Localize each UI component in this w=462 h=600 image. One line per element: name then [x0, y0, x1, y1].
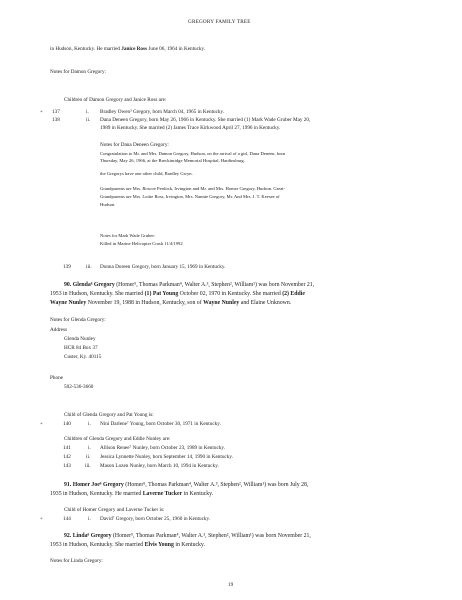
child-entry: Allison Renee⁷ Nunley, born October 23, 1989 in Kentucky. [100, 445, 225, 451]
child-roman: iii. [85, 463, 91, 469]
child-id: 141 [63, 445, 71, 451]
note-text: Grandparents are Mrs. Lottie Ross, Irvington, Mrs. Nannie Gregory, Mr. And Mrs. J. T. Keesee of [100, 194, 280, 199]
child-roman: i. [86, 109, 89, 115]
child-entry: Bradley Owen³ Gregory, born March 04, 1965 in Kentucky. [100, 109, 225, 115]
child-roman: i. [88, 516, 91, 522]
person-entry-homer-cont: 1935 in Hudson, Kentucky. He married Laverne Tucker in Kentucky. [50, 491, 214, 497]
child-id: 144 [63, 516, 71, 522]
children-heading-damon: Children of Damon Gregory and Janice Ross are: [64, 97, 167, 103]
child-id: 138 [52, 117, 60, 123]
address-line: Custer, Ky. 40115 [64, 354, 102, 360]
child-entry: Dana Deneen Gregory, born May 26, 1966 in Kentucky. She married (1) Mark Wade Gruber May 20, [100, 117, 311, 123]
notes-heading-dana: Notes for Dana Deneen Gregory: [100, 142, 169, 148]
phone-number: 502-536-3660 [64, 384, 94, 390]
person-entry-glenda-cont: 1953 in Hudson, Kentucky. She married (1) Pat Young October 02, 1970 in Kentucky. She married (2) Eddie [50, 291, 305, 297]
notes-heading-linda: Notes for Linda Gregory: [50, 558, 103, 564]
notes-heading-mark: Notes for Mark Wade Gruber: [100, 233, 156, 238]
descendant-marker: + [40, 421, 43, 427]
child-roman: ii. [86, 454, 91, 460]
person-entry-glenda-cont: Wayne Nunley November 19, 1988 in Hudson, Kentucky, son of Wayne Nunley and Elaine Unknown. [50, 300, 292, 306]
children-heading-glenda-pat: Child of Glenda Gregory and Pat Young is: [64, 412, 154, 418]
child-roman: i. [88, 445, 91, 451]
person-entry-linda-cont: 1953 in Hudson, Kentucky. She married Elvis Young in Kentucky. [50, 542, 205, 548]
intro-line: in Hudson, Kentucky. He married Janice Ross June 06, 1964 in Kentucky. [50, 46, 206, 52]
descendant-marker: + [40, 109, 43, 115]
note-text: Congratulation to Mr. and Mrs. Damon Gregory, Hudson, on the arrival of a girl, Dana Deneen, born [100, 151, 286, 156]
child-roman: i. [88, 421, 91, 427]
note-text: the Gregorys have one other child, Bradley Gwyn. [100, 171, 193, 176]
note-text: Killed in Marine Helicopter Crash 11/4/1992 [100, 241, 183, 246]
child-entry-cont: 1989 in Kentucky. She married (2) James Trace Kirkwood April 27, 1996 in Kentucky. [100, 125, 281, 131]
child-entry: Jessica Lynnette Nunley, born September 14, 1990 in Kentucky. [100, 454, 233, 460]
address-line: HCR 84 Box 37 [64, 345, 98, 351]
address-label: Address [50, 327, 68, 333]
child-entry: Nini Darlene⁷ Young, born October 30, 1971 in Kentucky. [100, 421, 221, 427]
child-id: 139 [63, 264, 71, 270]
note-text: Thursday, May 26, 1966, at the Breckinridge Memorial Hospital, Hardinsburg. [100, 158, 245, 163]
person-entry-homer: 91. Homer Joe⁶ Gregory (Homer⁵, Thomas Parkman⁴, Walter A.³, Stephen², William¹) was born July 28, [64, 482, 309, 488]
note-text: Grandparents are Mrs. Roscoe Perdock, Irvington and Mr. and Mrs. Homer Gregory, Hudson. Great- [100, 186, 286, 191]
child-id: 142 [63, 454, 71, 460]
child-roman: iii. [86, 264, 92, 270]
phone-label: Phone [50, 375, 63, 381]
children-heading-homer: Child of Homer Gregory and Laverne Tucker is: [64, 507, 165, 513]
page-title: GREGORY FAMILY TREE [188, 19, 251, 25]
person-entry-glenda: 90. Glenda⁶ Gregory (Homer⁵, Thomas Parkman⁴, Walter A.³, Stephen², William¹) was born November 21, [64, 282, 315, 288]
child-id: 137 [52, 109, 60, 115]
address-line: Glenda Nunley [64, 336, 96, 342]
person-entry-linda: 92. Linda⁶ Gregory (Homer⁵, Thomas Parkman⁴, Walter A.³, Stephen², William¹) was born November 21, [64, 533, 311, 539]
note-text: Hudson. [100, 202, 116, 207]
children-heading-glenda-eddie: Children of Glenda Gregory and Eddie Nunley are: [64, 436, 171, 442]
child-entry: David⁷ Gregory, born October 25, 1960 in Kentucky. [100, 516, 211, 522]
child-roman: ii. [86, 117, 91, 123]
child-entry: Mason Lozen Nunley, born March 10, 1994 in Kentucky. [100, 463, 219, 469]
notes-heading-damon: Notes for Damon Gregory: [50, 69, 107, 75]
child-entry: Donna Doreen Gregory, born January 15, 1969 in Kentucky. [100, 264, 226, 270]
descendant-marker: + [40, 516, 43, 522]
child-id: 140 [63, 421, 71, 427]
page-number: 19 [228, 582, 234, 588]
notes-heading-glenda: Notes for Glenda Gregory: [50, 317, 106, 323]
child-id: 143 [63, 463, 71, 469]
